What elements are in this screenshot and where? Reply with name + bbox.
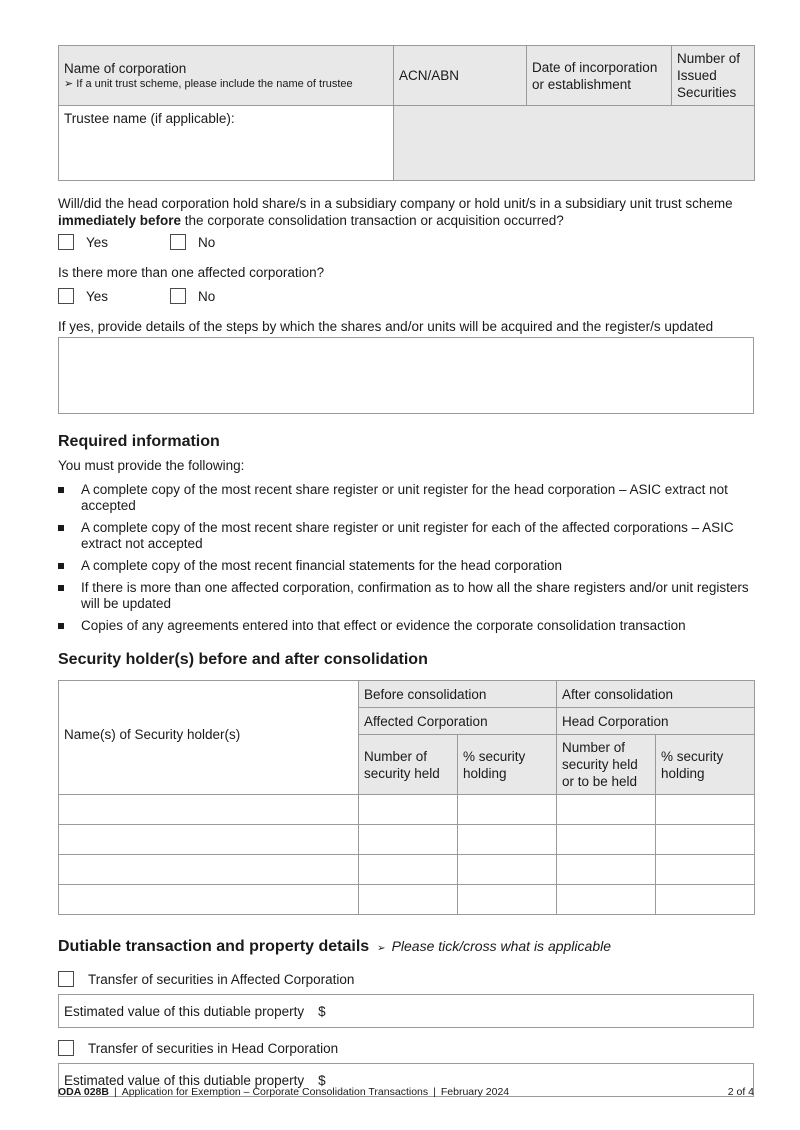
after-consolidation-header: After consolidation xyxy=(557,681,755,708)
table-row xyxy=(59,795,755,825)
question-subsidiary-text xyxy=(58,195,754,229)
affected-value-currency: $ xyxy=(318,1003,326,1019)
trustee-name-field[interactable] xyxy=(59,106,394,181)
table-row xyxy=(59,855,755,885)
bullet-square-icon xyxy=(58,563,64,569)
security-holders-heading: Security holder(s) before and after consolidation xyxy=(58,651,428,668)
q1-text-post: the corporate consolidation transaction or acquisition occurred? xyxy=(181,213,564,228)
required-item-text: If there is more than one affected corporation, confirmation as to how all the share registers and/or unit registers will be updated xyxy=(81,580,749,611)
holder-name-cell[interactable] xyxy=(59,825,359,855)
required-item-text: A complete copy of the most recent financial statements for the head corporation xyxy=(81,558,563,573)
hint-arrow-icon: ➢ xyxy=(377,943,386,954)
corporation-name-subnote xyxy=(64,77,388,91)
question-affected xyxy=(58,264,754,306)
required-item xyxy=(58,520,754,552)
required-info-intro: You must provide the following: xyxy=(58,458,245,473)
security-holder-names-label: Name(s) of Security holder(s) xyxy=(64,727,241,742)
trustee-shaded-area xyxy=(394,106,755,181)
after-number-cell[interactable] xyxy=(557,825,656,855)
page-number: 2 of 4 xyxy=(727,1086,754,1098)
q1-no-checkbox[interactable] xyxy=(170,234,186,250)
after-percent-cell[interactable] xyxy=(656,855,755,885)
table-row xyxy=(59,825,755,855)
before-number-held-header: Number of security held xyxy=(359,735,458,795)
holder-name-cell[interactable] xyxy=(59,855,359,885)
before-consolidation-header: Before consolidation xyxy=(359,681,557,708)
after-percent-cell[interactable] xyxy=(656,885,755,915)
q2-no-checkbox[interactable] xyxy=(170,288,186,304)
before-percent-cell[interactable] xyxy=(458,855,557,885)
after-number-cell[interactable] xyxy=(557,795,656,825)
after-percent-holding-header: % security holding xyxy=(656,735,755,795)
required-info-list xyxy=(58,482,754,634)
corporation-table xyxy=(58,45,755,181)
form-code: ODA 028B xyxy=(58,1086,109,1098)
table-row xyxy=(59,885,755,915)
head-corporation-header: Head Corporation xyxy=(557,708,755,735)
dutiable-heading: Dutiable transaction and property details xyxy=(58,938,370,955)
form-page xyxy=(58,45,754,1097)
date-incorporation-header: Date of incorporation or establishment xyxy=(527,46,672,106)
trustee-name-label: Trustee name (if applicable): xyxy=(64,111,235,126)
question-subsidiary xyxy=(58,195,754,252)
q1-text-pre: Will/did the head corporation hold share/s in a subsidiary company or hold unit/s in a subsidiary unit trust scheme xyxy=(58,196,733,211)
page-footer xyxy=(58,1085,754,1099)
after-number-cell[interactable] xyxy=(557,855,656,885)
subnote-arrow-icon: ➢ xyxy=(64,78,74,90)
holder-name-cell[interactable] xyxy=(59,795,359,825)
affected-value-label: Estimated value of this dutiable property xyxy=(64,1003,305,1019)
before-number-cell[interactable] xyxy=(359,855,458,885)
footer-separator: | xyxy=(433,1086,436,1098)
before-percent-holding-header: % security holding xyxy=(458,735,557,795)
holder-name-cell[interactable] xyxy=(59,885,359,915)
question-steps-text: If yes, provide details of the steps by which the shares and/or units will be acquired and the register/s updated xyxy=(58,319,714,334)
affected-corporation-header: Affected Corporation xyxy=(359,708,557,735)
q2-yes-option[interactable] xyxy=(58,288,170,304)
required-item-text: A complete copy of the most recent share register or unit register for each of the affected corporations – ASIC extract not accepted xyxy=(81,520,734,551)
before-percent-cell[interactable] xyxy=(458,795,557,825)
q1-yes-checkbox[interactable] xyxy=(58,234,74,250)
before-percent-cell[interactable] xyxy=(458,885,557,915)
q1-no-label: No xyxy=(198,234,216,250)
form-title: Application for Exemption – Corporate Consolidation Transactions xyxy=(121,1086,429,1098)
issued-securities-header: Number of Issued Securities xyxy=(672,46,755,106)
corporation-name-header xyxy=(59,46,394,106)
dutiable-heading-row xyxy=(58,937,754,957)
after-number-cell[interactable] xyxy=(557,885,656,915)
affected-transfer-checkbox[interactable] xyxy=(58,971,74,987)
steps-details-textarea[interactable] xyxy=(58,337,754,414)
head-transfer-option[interactable] xyxy=(58,1038,754,1058)
required-item xyxy=(58,618,754,634)
before-percent-cell[interactable] xyxy=(458,825,557,855)
head-transfer-checkbox[interactable] xyxy=(58,1040,74,1056)
bullet-square-icon xyxy=(58,585,64,591)
q2-yes-checkbox[interactable] xyxy=(58,288,74,304)
q1-options xyxy=(58,232,754,252)
form-date: February 2024 xyxy=(440,1086,510,1098)
before-number-cell[interactable] xyxy=(359,795,458,825)
after-percent-cell[interactable] xyxy=(656,795,755,825)
head-value-currency: $ xyxy=(318,1072,326,1088)
q1-text-bold: immediately before xyxy=(58,213,182,228)
corporation-name-header-label: Name of corporation xyxy=(64,61,187,76)
question-affected-text: Is there more than one affected corporation? xyxy=(58,265,325,280)
before-number-cell[interactable] xyxy=(359,825,458,855)
q1-yes-label: Yes xyxy=(86,234,109,250)
bullet-square-icon xyxy=(58,623,64,629)
after-number-held-header: Number of security held or to be held xyxy=(557,735,656,795)
acn-abn-header: ACN/ABN xyxy=(394,46,527,106)
q2-options xyxy=(58,286,754,306)
required-info-heading: Required information xyxy=(58,433,220,450)
head-value-label: Estimated value of this dutiable property xyxy=(64,1072,305,1088)
bullet-square-icon xyxy=(58,487,64,493)
q2-no-option[interactable] xyxy=(170,288,282,304)
after-percent-cell[interactable] xyxy=(656,825,755,855)
q2-yes-label: Yes xyxy=(86,288,109,304)
required-item xyxy=(58,580,754,612)
required-item xyxy=(58,482,754,514)
q1-no-option[interactable] xyxy=(170,234,282,250)
head-transfer-label: Transfer of securities in Head Corporation xyxy=(88,1040,339,1056)
security-holders-table xyxy=(58,680,755,915)
required-item-text: Copies of any agreements entered into that effect or evidence the corporate consolidation transaction xyxy=(81,618,686,633)
affected-value-field[interactable] xyxy=(58,994,754,1028)
security-holder-names-header xyxy=(59,681,359,795)
subnote-text: If a unit trust scheme, please include the name of trustee xyxy=(76,78,353,90)
affected-transfer-option[interactable] xyxy=(58,969,754,989)
footer-separator: | xyxy=(113,1086,117,1098)
dutiable-hint: Please tick/cross what is applicable xyxy=(391,938,611,954)
before-number-cell[interactable] xyxy=(359,885,458,915)
required-item-text: A complete copy of the most recent share register or unit register for the head corporation – ASIC extract not accepted xyxy=(81,482,728,513)
bullet-square-icon xyxy=(58,525,64,531)
q2-no-label: No xyxy=(198,288,216,304)
required-item xyxy=(58,558,754,574)
footer-left xyxy=(58,1085,509,1099)
q1-yes-option[interactable] xyxy=(58,234,170,250)
affected-transfer-label: Transfer of securities in Affected Corporation xyxy=(88,971,355,987)
